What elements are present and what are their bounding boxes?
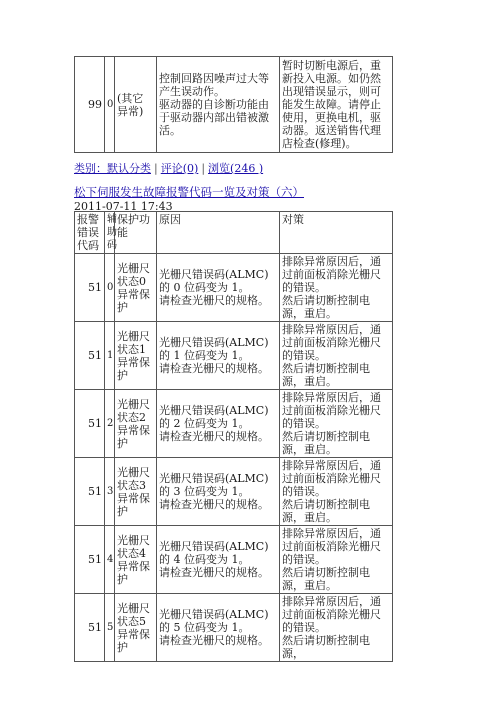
table-row [75, 526, 393, 594]
cause-cell: 光栅尺错误码(ALMC)的 1 位码变为 1。 请检查光栅尺的规格。 [157, 322, 280, 390]
table-row [75, 390, 393, 458]
table-header-row [75, 212, 393, 254]
header-action: 对策 [280, 212, 393, 254]
cause-cell: 光栅尺错误码(ALMC)的 0 位码变为 1。 请检查光栅尺的规格。 [157, 254, 280, 322]
action-cell: 排除异常原因后，通过前面板消除光栅尺的错误。 然后请切断控制电源， [280, 594, 393, 662]
post-meta [74, 160, 263, 176]
meta-separator: | [154, 162, 158, 175]
article-date: 2011-07-11 17:43 [74, 200, 173, 213]
protection-function-cell: 光栅尺状态2异常保护 [115, 390, 157, 458]
cause-cell: 光栅尺错误码(ALMC)的 4 位码变为 1。 请检查光栅尺的规格。 [157, 526, 280, 594]
category-link[interactable]: 类别：默认分类 [74, 162, 151, 175]
cause-cell: 控制回路因噪声过大等产生误动作。 驱动器的自诊断功能由于驱动器内部出错被激活。 [157, 57, 280, 153]
comments-link[interactable]: 评论(0) [160, 162, 199, 175]
sub-code-cell: 0 [105, 254, 115, 322]
action-cell: 排除异常原因后，通过前面板消除光栅尺的错误。 然后请切断控制电源，重启。 [280, 390, 393, 458]
header-sub: 辅助码 [105, 212, 115, 254]
article-title-link[interactable]: 松下伺服发生故障报警代码一览及对策（六） [74, 185, 304, 199]
protection-function-cell: 光栅尺状态0异常保护 [115, 254, 157, 322]
alarm-code-cell: 51 [75, 322, 105, 390]
alarm-code-cell: 51 [75, 526, 105, 594]
top-error-table [74, 56, 393, 153]
protection-function-cell: 光栅尺状态3异常保护 [115, 458, 157, 526]
table-row [75, 57, 393, 153]
meta-separator: | [201, 162, 206, 175]
protection-function-cell: 光栅尺状态1异常保护 [115, 322, 157, 390]
table-row [75, 254, 393, 322]
alarm-code-cell: 99 [75, 57, 105, 153]
sub-code-cell: 1 [105, 322, 115, 390]
header-cause: 原因 [157, 212, 280, 254]
table-row [75, 322, 393, 390]
cause-cell: 光栅尺错误码(ALMC)的 5 位码变为 1。 请检查光栅尺的规格。 [157, 594, 280, 662]
header-function: 保护功能 [115, 212, 157, 254]
sub-code-cell: 0 [105, 57, 115, 153]
action-cell: 排除异常原因后，通过前面板消除光栅尺的错误。 然后请切断控制电源，重启。 [280, 458, 393, 526]
error-code-table [74, 211, 393, 662]
action-cell: 暂时切断电源后，重新投入电源。如仍然出现错误显示，则可能发生故障。请停止使用，更换电机，驱动器。返送销售代理店检查(修理)。 [280, 57, 393, 153]
protection-function-cell: (其它异常) [115, 57, 157, 153]
sub-code-cell: 5 [105, 594, 115, 662]
action-cell: 排除异常原因后，通过前面板消除光栅尺的错误。 然后请切断控制电源，重启。 [280, 322, 393, 390]
alarm-code-cell: 51 [75, 254, 105, 322]
header-code: 报警错误代码 [75, 212, 105, 254]
cause-cell: 光栅尺错误码(ALMC)的 2 位码变为 1。 请检查光栅尺的规格。 [157, 390, 280, 458]
sub-code-cell: 3 [105, 458, 115, 526]
alarm-code-cell: 51 [75, 594, 105, 662]
action-cell: 排除异常原因后，通过前面板消除光栅尺的错误。 然后请切断控制电源，重启。 [280, 526, 393, 594]
table-row [75, 458, 393, 526]
sub-code-cell: 2 [105, 390, 115, 458]
table-row [75, 594, 393, 662]
views-link[interactable]: 浏览(246 ) [208, 162, 264, 175]
alarm-code-cell: 51 [75, 390, 105, 458]
action-cell: 排除异常原因后，通过前面板消除光栅尺的错误。 然后请切断控制电源，重启。 [280, 254, 393, 322]
protection-function-cell: 光栅尺状态5异常保护 [115, 594, 157, 662]
protection-function-cell: 光栅尺状态4异常保护 [115, 526, 157, 594]
sub-code-cell: 4 [105, 526, 115, 594]
alarm-code-cell: 51 [75, 458, 105, 526]
cause-cell: 光栅尺错误码(ALMC)的 3 位码变为 1。 请检查光栅尺的规格。 [157, 458, 280, 526]
